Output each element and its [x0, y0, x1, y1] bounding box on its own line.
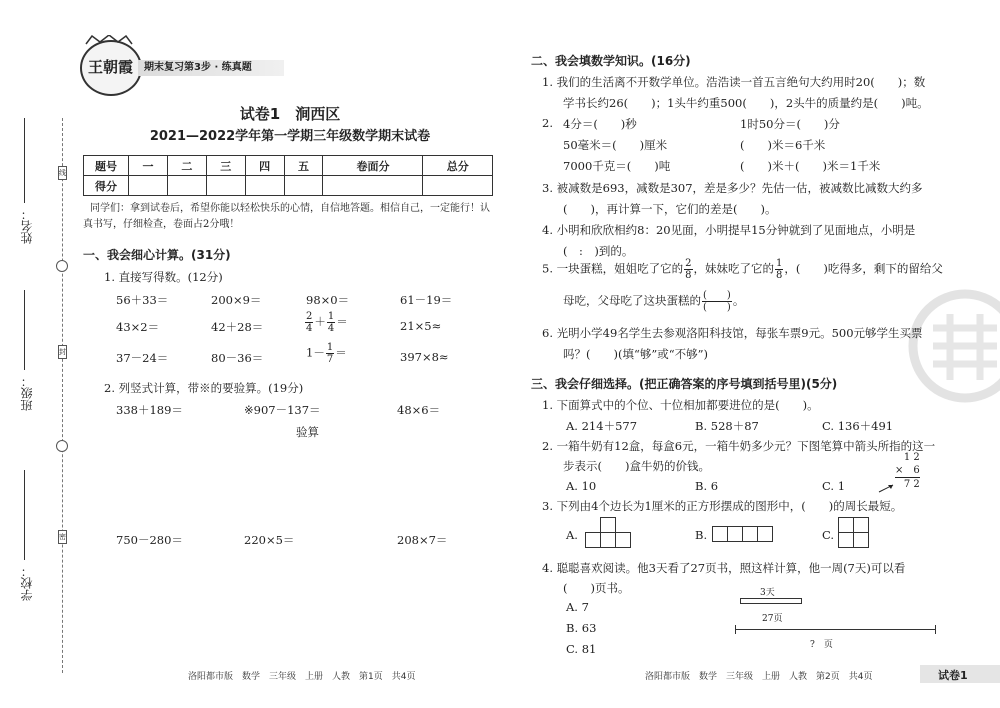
blank-fraction[interactable]: $\frac{( )}{( )}$	[703, 290, 731, 313]
frac-den: 4	[306, 323, 313, 334]
question-title: 1. 直接写得数。(12分)	[104, 270, 223, 284]
calc-item: 42＋28＝	[211, 320, 264, 334]
section-title: 三、我会仔细选择。(把正确答案的序号填到括号里)(5分)	[531, 377, 838, 391]
conversion-item: 4分＝( )秒	[563, 117, 637, 131]
segment-diagram	[735, 585, 940, 655]
segment-bar	[740, 598, 802, 604]
option[interactable]: C. 81	[566, 642, 597, 656]
arrow-icon	[878, 478, 896, 497]
question-line: 1. 我们的生活离不开数学单位。浩浩读一首五言绝句大约用时20( )；数	[542, 75, 926, 89]
frac-den: 7	[326, 354, 334, 365]
conversion-item: ( )米＋( )米＝1千米	[740, 159, 881, 173]
question-line: 3. 被减数是693，减数是307，差是多少？先估一估，被减数比减数大约多	[542, 181, 923, 195]
frac-num: 1	[326, 342, 334, 353]
binding-dash-line	[62, 118, 63, 673]
frac-den: 8	[776, 270, 783, 281]
vertical-calc-item: 220×5＝	[244, 533, 295, 547]
calc-line: 7 2	[903, 479, 920, 490]
binding-hole	[56, 260, 68, 272]
text-run: ，妹妹吃了它的	[693, 261, 775, 276]
binding-hole	[56, 440, 68, 452]
binding-mark-seal: 封	[58, 345, 67, 359]
score-header-cell: 一	[129, 156, 168, 176]
frac-eq: ＝	[336, 314, 348, 329]
intro-line: 真书写，仔细检查，卷面占2分哦！	[83, 219, 240, 230]
vertical-calc-item: ※907－137＝	[244, 403, 321, 417]
binding-mark-line: 线	[58, 166, 67, 180]
frac-num: 1	[776, 258, 783, 269]
footer-tag-bg	[920, 665, 1000, 683]
question-line: 4. 小明和欣欣相约8：20见面，小明提早15分钟就到了见面地点，小明是	[542, 223, 916, 237]
calc-item: 37－24＝	[116, 351, 169, 365]
conversion-item: 7000千克＝( )吨	[563, 159, 671, 173]
score-header-row	[84, 156, 493, 176]
section-title: 二、我会填数学知识。(16分)	[531, 54, 691, 68]
text-run: ，( )吃得多，剩下的留给父	[784, 261, 943, 276]
multiplication-figure	[895, 451, 920, 491]
option[interactable]: C. 1	[822, 479, 846, 493]
calc-item: 80－36＝	[211, 351, 264, 365]
class-label: 班级：	[20, 375, 34, 411]
question-line: 4. 聪聪喜欢阅读。他3天看了27页书，照这样计算，他一周(7天)可以看	[542, 561, 906, 575]
score-cell[interactable]	[323, 176, 423, 196]
frac-den: 8	[685, 270, 692, 281]
option[interactable]: B. 6	[695, 479, 719, 493]
question-line: 步表示( )盒牛奶的价钱。	[563, 459, 710, 473]
conversion-item: ( )米＝6千米	[740, 138, 826, 152]
logo-text: 王朝霞	[88, 58, 134, 76]
option[interactable]: B. 63	[566, 621, 597, 635]
score-cell[interactable]	[245, 176, 284, 196]
score-table	[83, 155, 493, 196]
score-row-label: 得分	[84, 176, 129, 196]
calc-frac-sub	[306, 342, 347, 365]
option[interactable]: A. 7	[566, 600, 589, 614]
section-title: 一、我会细心计算。(31分)	[83, 248, 231, 262]
class-line[interactable]	[24, 290, 25, 370]
frac-num: 2	[306, 311, 313, 322]
school-label: 学校：	[20, 565, 34, 601]
score-header-cell: 二	[167, 156, 206, 176]
option[interactable]: B. 528＋87	[695, 419, 759, 433]
calc-line: 1 2	[903, 452, 920, 463]
conversion-item: 50毫米＝( )厘米	[563, 138, 668, 152]
calc-frac-add	[304, 311, 348, 334]
score-cell[interactable]	[129, 176, 168, 196]
question-line: ( : )到的。	[563, 244, 634, 258]
frac-lead: 1－	[306, 345, 325, 360]
segment-label-top: 3天	[760, 588, 775, 598]
segment-line	[735, 629, 935, 630]
option[interactable]: B.	[695, 528, 708, 542]
question-line: 1. 下面算式中的个位、十位相加都要进位的是( )。	[542, 398, 819, 412]
score-cell[interactable]	[284, 176, 323, 196]
footer-tag: 试卷1	[938, 669, 968, 682]
vertical-calc-item: 208×7＝	[397, 533, 448, 547]
watermark-stamp	[905, 288, 1000, 403]
vertical-calc-item: 750－280＝	[116, 533, 183, 547]
score-cell[interactable]	[423, 176, 493, 196]
page-subtitle: 2021—2022学年第一学期三年级数学期末试卷	[149, 129, 431, 144]
question-line: 吗？( )(填“够”或“不够”)	[563, 347, 708, 361]
score-header-cell: 题号	[84, 156, 129, 176]
binding-mark-secret: 密	[58, 530, 67, 544]
footer-left: 洛阳都市版 数学 三年级 上册 人教 第1页 共4页	[188, 672, 416, 682]
calc-line: × 6	[895, 465, 920, 476]
intro-line: 同学们：拿到试卷后，希望你能以轻松快乐的心情，自信地答题。相信自己，一定能行！认	[90, 203, 490, 214]
option[interactable]: C.	[822, 528, 835, 542]
frac-den: 4	[327, 323, 335, 334]
score-cell[interactable]	[167, 176, 206, 196]
text-run: 。	[732, 293, 745, 308]
frac-eq: ＝	[335, 345, 347, 360]
option[interactable]: A.	[566, 528, 578, 542]
option[interactable]: A. 214＋577	[566, 419, 638, 433]
score-cell[interactable]	[206, 176, 245, 196]
option[interactable]: A. 10	[566, 479, 597, 493]
calc-item: 56＋33＝	[116, 293, 169, 307]
score-header-cell: 三	[206, 156, 245, 176]
score-header-cell: 五	[284, 156, 323, 176]
segment-label-bottom: ? 页	[810, 640, 833, 650]
score-header-cell: 总分	[423, 156, 493, 176]
segment-tick	[735, 625, 736, 634]
frac-op: ＋	[314, 314, 326, 329]
frac-num: 1	[327, 311, 335, 322]
logo-seal	[80, 40, 142, 96]
score-header-cell: 四	[245, 156, 284, 176]
name-label: 姓名：	[20, 208, 34, 244]
calc-item: 200×9＝	[211, 293, 262, 307]
conversion-item: 1时50分＝( )分	[740, 117, 840, 131]
vertical-calc-item: 48×6＝	[397, 403, 441, 417]
option[interactable]: C. 136＋491	[822, 419, 894, 433]
shape-a	[585, 517, 645, 549]
frac-num: 2	[685, 258, 692, 269]
score-header-cell: 卷面分	[323, 156, 423, 176]
school-line[interactable]	[24, 470, 25, 560]
question-line: 6. 光明小学49名学生去参观洛阳科技馆，每张车票9元。500元够学生买票	[542, 326, 923, 340]
score-row	[84, 176, 493, 196]
question-line: 学书长约26( )；1头牛约重500( )，2头牛的质量约是( )吨。	[563, 96, 929, 110]
page-title: 试卷1 涧西区	[239, 105, 341, 123]
question-line: ( )页书。	[563, 581, 630, 595]
text-run: 5. 一块蛋糕，姐姐吃了它的	[542, 261, 684, 276]
segment-tick	[935, 625, 936, 634]
crown-icon	[84, 30, 134, 40]
question-title: 2. 列竖式计算，带※的要验算。(19分)	[104, 381, 304, 395]
question-line: ( )，再计算一下，它们的差是( )。	[563, 202, 777, 216]
calc-item: 397×8≈	[400, 350, 449, 364]
question-number: 2.	[542, 116, 553, 130]
calc-item: 43×2＝	[116, 320, 160, 334]
calc-item: 21×5≈	[400, 319, 442, 333]
question-line-fraction	[542, 258, 943, 281]
banner: 期末复习第3步 · 练真题	[138, 60, 284, 76]
shape-b	[712, 526, 782, 544]
calc-item: 98×0＝	[306, 293, 350, 307]
footer-right: 洛阳都市版 数学 三年级 上册 人教 第2页 共4页	[645, 672, 873, 682]
segment-label-mid: 27页	[762, 614, 783, 624]
calc-item: 61－19＝	[400, 293, 453, 307]
question-line: 2. 一箱牛奶有12盒，每盒6元，一箱牛奶多少元？下图笔算中箭头所指的这一	[542, 439, 936, 453]
shape-c	[838, 517, 872, 551]
question-line-fraction	[563, 290, 744, 313]
check-label: 验算	[296, 425, 319, 439]
text-run: 母吃，父母吃了这块蛋糕的	[563, 293, 701, 308]
question-line: 3. 下列由4个边长为1厘米的正方形摆成的图形中，( )的周长最短。	[542, 499, 903, 513]
vertical-calc-item: 338＋189＝	[116, 403, 183, 417]
